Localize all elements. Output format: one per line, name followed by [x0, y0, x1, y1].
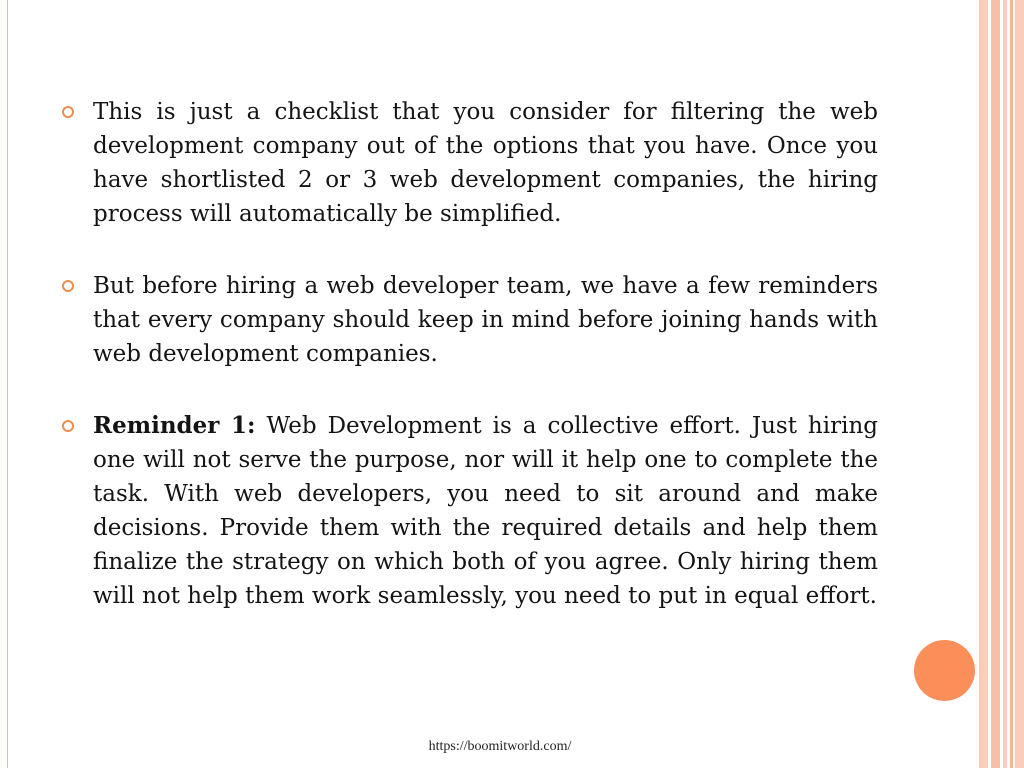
bullet-text: This is just a checklist that you consider for filtering the web development company out of the options that you have. Once you have shortlisted 2 or 3 web development companies, the hiring process will automatically be simplified. [93, 99, 878, 227]
right-decorative-stripe [1015, 0, 1024, 768]
right-decorative-stripe [1003, 0, 1007, 768]
right-decorative-stripe [991, 0, 1000, 768]
bullet-ring-icon [62, 420, 74, 432]
footer-url: https://boomitworld.com/ [428, 739, 572, 754]
decorative-circle [914, 640, 975, 701]
bullet-item [60, 95, 878, 231]
right-decorative-stripe [1010, 0, 1013, 768]
reminder-label: Reminder 1: [93, 412, 256, 439]
bullet-text: But before hiring a web developer team, we have a few reminders that every company should keep in mind before joining hands with web development companies. [93, 273, 878, 367]
bullet-ring-icon [62, 280, 74, 292]
bullet-ring-icon [62, 106, 74, 118]
bullet-text: Web Development is a collective effort. Just hiring one will not serve the purpose, nor will it help one to complete the task. With web developers, you need to sit around and make decisions. Provide them with the required details and help them finalize the strategy on which both of you agree. Only hiring them will not help them work seamlessly, you need to put in equal effort. [93, 413, 878, 609]
bullet-list [60, 95, 878, 651]
left-border-line [7, 0, 8, 768]
bullet-item [60, 409, 878, 613]
bullet-item [60, 269, 878, 371]
right-decorative-stripe [979, 0, 988, 768]
